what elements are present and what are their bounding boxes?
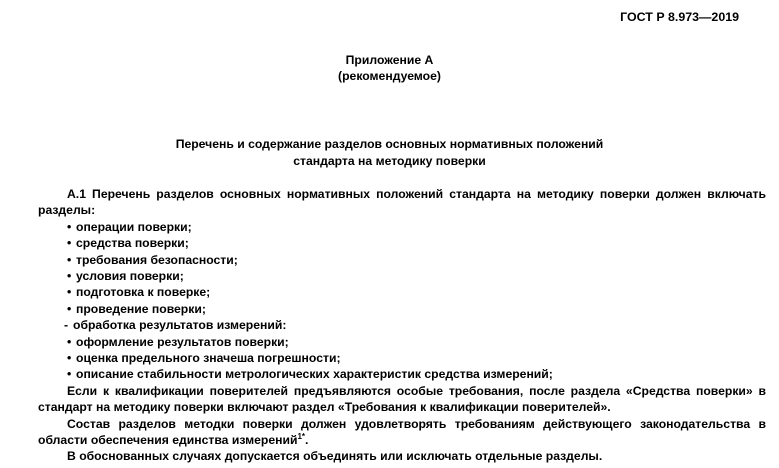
list-item	[38, 350, 766, 366]
justified-cases-paragraph: В обоснованных случаях допускается объединять или исключать отдельные разделы.	[67, 449, 603, 464]
list-item-text: условия поверки;	[76, 268, 184, 283]
list-item-text: требования безопасности;	[76, 252, 238, 267]
list-item	[38, 366, 766, 382]
bullet-marker: •	[67, 236, 72, 251]
list-item-text: описание стабильности метрологических характеристик средства измерений;	[76, 367, 553, 382]
bullet-marker: •	[67, 268, 72, 283]
list-item-text: оценка предельного значеша погрешности;	[76, 350, 341, 365]
intro-paragraph: А.1 Перечень разделов основных нормативных положений стандарта на методику поверки должен включать разделы:	[38, 187, 766, 218]
document-body	[38, 186, 766, 465]
list-item-text: обработка результатов измерений:	[73, 318, 287, 333]
list-item	[38, 219, 766, 235]
bullet-marker: •	[67, 334, 72, 349]
list-item-text: подготовка к поверке;	[76, 285, 211, 300]
section-title	[0, 136, 779, 170]
section-title-line-2: стандарта на методику поверки	[293, 154, 486, 168]
composition-paragraph	[38, 416, 766, 449]
dash-marker: -	[64, 318, 69, 333]
appendix-heading	[0, 52, 779, 85]
footnote-mark: 1*	[297, 431, 306, 441]
qualification-paragraph: Если к квалификации поверителей предъявляются особые требования, после раздела «Средства поверки» в стандарт на методику поверки включают раздел «Требования к квалификации поверителей».	[38, 383, 766, 415]
composition-text: Состав разделов методки поверки должен удовлетворять требованиям действующего законодательства в области обеспечения единства измерений	[38, 416, 766, 447]
section-title-line-1: Перечень и содержание разделов основных нормативных положений	[175, 137, 604, 151]
list-item	[38, 334, 766, 350]
bullet-marker: •	[67, 285, 72, 300]
list-item	[38, 252, 766, 268]
composition-end: .	[305, 432, 309, 447]
list-item-text: операции поверки;	[76, 219, 192, 234]
bullet-marker: •	[67, 301, 72, 316]
standard-code: ГОСТ Р 8.973—2019	[620, 10, 739, 24]
list-item-text: оформление результатов поверки;	[76, 334, 289, 349]
bullet-marker: •	[67, 350, 72, 365]
bullet-marker: •	[67, 219, 72, 234]
bullet-marker: •	[67, 252, 72, 267]
list-item	[38, 268, 766, 284]
list-item	[38, 235, 766, 251]
bullet-marker: •	[67, 367, 72, 382]
list-item-text: проведение поверки;	[76, 301, 206, 316]
list-item	[38, 284, 766, 300]
appendix-title: Приложение А	[345, 53, 434, 67]
list-item	[38, 317, 766, 333]
sections-list	[38, 219, 766, 383]
list-item	[38, 301, 766, 317]
appendix-subtitle: (рекомендуемое)	[338, 69, 441, 84]
list-item-text: средства поверки;	[76, 236, 189, 251]
